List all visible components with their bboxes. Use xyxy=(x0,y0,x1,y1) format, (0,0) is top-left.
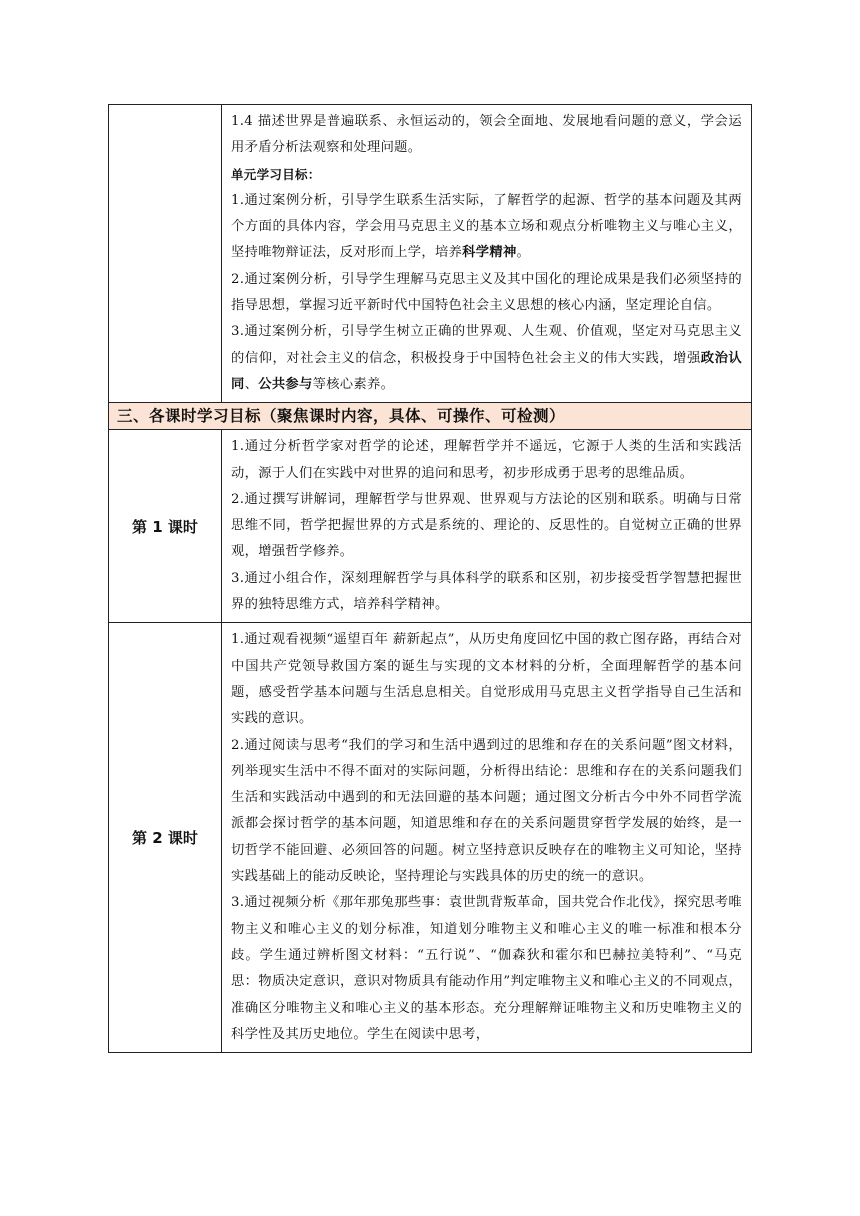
unit-objectives-heading: 单元学习目标： xyxy=(231,166,321,182)
lesson-2-label: 第 2 课时 xyxy=(109,623,222,1053)
section-3-title: 三、各课时学习目标（聚焦课时内容，具体、可操作、可检测） xyxy=(109,403,752,430)
lesson-2-item: 1.通过观看视频“遥望百年 薪新起点”，从历史角度回忆中国的救亡图存路，再结合对中国共产党领导救国方案的诞生与实现的文本材料的分析，全面理解哲学的基本问题，感受哲学基本问题与生活息息相关。自觉形成用马克思主义哲学指导自己生活和实践的意识。 xyxy=(231,632,742,727)
lesson-1-content xyxy=(222,430,752,623)
lesson-1-item: 3.通过小组合作，深刻理解哲学与具体科学的联系和区别，初步接受哲学智慧把握世界的独特思维方式，培养科学精神。 xyxy=(231,570,742,613)
unit-objectives-row xyxy=(109,105,752,403)
lesson-1-item: 1.通过分析哲学家对哲学的论述，理解哲学并不遥远，它源于人类的生活和实践活动，源于人们在实践中对世界的追问和思考，初步形成勇于思考的思维品质。 xyxy=(231,439,742,481)
lesson-2-content xyxy=(222,623,752,1053)
unit-goal-2: 2.通过案例分析，引导学生理解马克思主义及其中国化的理论成果是我们必须坚持的指导思想，掌握习近平新时代中国特色社会主义思想的核心内涵，坚定理论自信。 xyxy=(231,271,742,314)
lesson-2-row xyxy=(109,623,752,1053)
unit-goal-1: 1.通过案例分析，引导学生联系生活实际，了解哲学的起源、哲学的基本问题及其两个方面的具体内容，学会用马克思主义的基本立场和观点分析唯物主义与唯心主义，坚持唯物辩证法，反对形而上学，培养科学精神。 xyxy=(231,192,742,261)
lesson-2-item: 2.通过阅读与思考“我们的学习和生活中遇到过的思维和存在的关系问题”图文材料，列举现实生活中不得不面对的实际问题，分析得出结论：思维和存在的关系问题我们生活和实践活动中遇到的和无法回避的基本问题；通过图文分析古今中外不同哲学流派都会探讨哲学的基本问题，知道思维和存在的关系问题贯穿哲学发展的始终，是一切哲学不能回避、必须回答的问题。树立坚持意识反映存在的唯物主义可知论，坚持实践基础上的能动反映论，坚持理论与实践具体的历史的统一的意识。 xyxy=(231,737,742,885)
section-3-header-row xyxy=(109,403,752,430)
lesson-1-row xyxy=(109,430,752,623)
unit-goal-3: 3.通过案例分析，引导学生树立正确的世界观、人生观、价值观，坚定对马克思主义的信仰，对社会主义的信念，积极投身于中国特色社会主义的伟大实践，增强政治认同、公共参与等核心素养。 xyxy=(231,324,742,392)
empty-label-cell xyxy=(109,105,222,403)
lesson-1-label: 第 1 课时 xyxy=(109,430,222,623)
learning-objectives-table xyxy=(108,104,752,1053)
document-page xyxy=(108,104,752,1053)
lesson-2-item: 3.通过视频分析《那年那兔那些事：袁世凯背叛革命，国共党合作北伐》，探究思考唯物主义和唯心主义的划分标准，知道划分唯物主义和唯心主义的唯一标准和根本分歧。学生通过辨析图文材料：“五行说”、“伽森狄和霍尔和巴赫拉美特利”、“马克思：物质决定意识，意识对物质具有能动作用”判定唯物主义和唯心主义的不同观点，准确区分唯物主义和唯心主义的基本形态。充分理解辩证唯物主义和历史唯物主义的科学性及其历史地位。学生在阅读中思考， xyxy=(231,895,742,1042)
unit-objectives-cell xyxy=(222,105,752,403)
lesson-1-item: 2.通过撰写讲解词，理解哲学与世界观、世界观与方法论的区别和联系。明确与日常思维不同，哲学把握世界的方式是系统的、理论的、反思性的。自觉树立正确的世界观，增强哲学修养。 xyxy=(231,491,742,560)
objective-1-4: 1.4 描述世界是普遍联系、永恒运动的，领会全面地、发展地看问题的意义，学会运用矛盾分析法观察和处理问题。 xyxy=(231,114,742,156)
